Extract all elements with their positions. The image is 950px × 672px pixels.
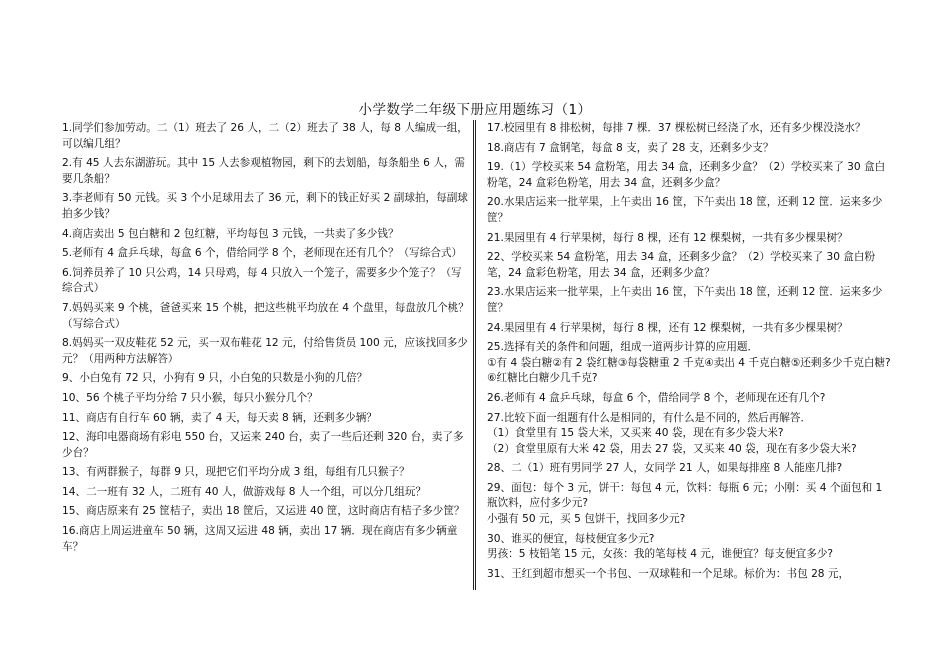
problem-item: 20.水果店运来一批苹果，上午卖出 16 筐，下午卖出 18 筐，还剩 12 筐．运来多少筐？ (487, 196, 883, 224)
problem-item: 31、王红到超市想买一个书包、一双球鞋和一个足球。标价为：书包 28 元， (487, 567, 850, 580)
problem-item: 30、谁买的便宜，每枝便宜多少元? (487, 532, 655, 545)
problem-item: 7.妈妈买来 9 个桃，爸爸买来 15 个桃，把这些桃平均放在 4 个盘里，每盘放几个桃？（写综合式） (62, 301, 469, 330)
page-title: 小学数学二年级下册应用题练习（1） (358, 102, 592, 118)
problem-item: 男孩：5 枝铅笔 15 元，女孩：我的笔每枝 4 元，谁便宜？每支便宜多少? (487, 548, 834, 561)
problem-item: 1.同学们参加劳动。二（1）班去了 26 人，二（2）班去了 38 人，每 8 人编成一组，可以编几组？ (62, 122, 468, 150)
problem-item: （1）食堂里有 15 袋大米，又买来 40 袋，现在有多少袋大米? (487, 427, 784, 440)
problem-item: 29、面包：每个 3 元，饼干：每包 4 元，饮料：每瓶 6 元；小刚：买 4 个面包和 1 瓶饮料，应付多少元? (487, 481, 883, 510)
problem-item: 6.饲养员养了 10 只公鸡，14 只母鸡，每 4 只放入一个笼子，需要多少个笼子？（写综合式） (62, 266, 462, 295)
problem-item: 24.果园里有 4 行苹果树，每行 8 棵，还有 12 棵梨树，一共有多少棵果树？ (487, 321, 848, 334)
left-column (62, 121, 472, 559)
problem-item: 17.校园里有 8 排松树，每排 7 棵．37 棵松树已经浇了水，还有多少棵没浇水？ (487, 122, 866, 134)
problem-item: 11、商店有自行车 60 辆，卖了 4 天，每天卖 8 辆，还剩多少辆？ (62, 411, 377, 424)
problem-item: 小强有 50 元，买 5 包饼干，找回多少元? (487, 513, 686, 526)
problem-item: 28、二（1）班有男同学 27 人，女同学 21 人，如果每排座 8 人能座几排? (487, 462, 843, 475)
problem-item: 4.商店卖出 5 包白糖和 2 包红糖，平均每包 3 元钱，一共卖了多少钱？ (62, 227, 399, 240)
problem-item: 23.水果店运来一批苹果，上午卖出 16 筐，下午卖出 18 筐，还剩 12 筐．运来多少筐？ (487, 286, 883, 314)
right-column (487, 121, 895, 586)
problem-item: 12、海印电器商场有彩电 550 台，又运来 240 台，卖了一些后还剩 320 台，卖了多少台？ (62, 431, 464, 459)
problem-item: 16.商店上周运进童车 50 辆，这周又运进 48 辆，卖出 17 辆．现在商店有多少辆童车？ (62, 525, 458, 553)
problem-item: 21.果园里有 4 行苹果树，每行 8 棵，还有 12 棵梨树，一共有多少棵果树？ (487, 231, 848, 244)
problem-item: 25.选择有关的条件和问题，组成一道两步计算的应用题． (487, 341, 759, 354)
problem-item: ①有 4 袋白糖②有 2 袋红糖③每袋糖重 2 千克④卖出 4 千克白糖⑤还剩多少千克白糖?⑥红糖比白糖少几千克? (487, 356, 891, 385)
problem-item: 9、小白兔有 72 只，小狗有 9 只，小白兔的只数是小狗的几倍？ (62, 372, 368, 385)
problem-item: （2）食堂里原有大米 42 袋，用去 27 袋，又买来 40 袋，现在有多少袋大米? (487, 442, 857, 455)
problem-item: 3.李老师有 50 元钱。买 3 个小足球用去了 36 元，剩下的钱正好买 2 副球拍，每副球拍多少钱？ (62, 192, 468, 220)
column-divider (473, 120, 476, 590)
problem-item: 26.老师有 4 盒乒乓球，每盒 6 个，借给同学 8 个，老师现在还有几个? (487, 391, 826, 404)
problem-item: 19.（1）学校买来 54 盒粉笔，用去 34 盒，还剩多少盒？（2）学校买来了 30 盒白粉笔，24 盒彩色粉笔，用去 34 盒，还剩多少盒？ (487, 161, 886, 189)
problem-item: 13、有两群猴子，每群 9 只，现把它们平均分成 3 组，每组有几只猴子？ (62, 466, 410, 479)
problem-item: 27.比较下面一组题有什么是相同的，有什么是不同的，然后再解答． (487, 411, 812, 424)
problem-item: 18.商店有 7 盒钢笔，每盒 8 支，卖了 28 支，还剩多少支？ (487, 141, 774, 154)
problem-item: 8.妈妈买一双皮鞋花 52 元，买一双布鞋花 12 元，付给售货员 100 元，应该找回多少元？（用两种方法解答） (62, 337, 468, 365)
problem-item: 5.老师有 4 盒乒乓球，每盒 6 个，借给同学 8 个，老师现在还有几个？（写综合式） (62, 247, 463, 260)
problem-item: 22、学校买来 54 盒粉笔，用去 34 盒，还剩多少盒？（2）学校买来了 30 盒白粉笔，24 盒彩色粉笔，用去 34 盒，还剩多少盒？ (487, 251, 876, 279)
problem-item: 2.有 45 人去东湖游玩。其中 15 人去参观植物园，剩下的去划船，每条船坐 6 人，需要几条船？ (62, 157, 466, 185)
problem-item: 14、二一班有 32 人，二班有 40 人，做游戏每 8 人一个组，可以分几组玩？ (62, 485, 427, 498)
problem-item: 15、商店原来有 25 筐桔子，卖出 18 筐后，又运进 40 筐，这时商店有桔子多少筐？ (62, 505, 465, 518)
problem-item: 10、56 个桃子平均分给 7 只小猴，每只小猴分几个？ (62, 391, 318, 404)
